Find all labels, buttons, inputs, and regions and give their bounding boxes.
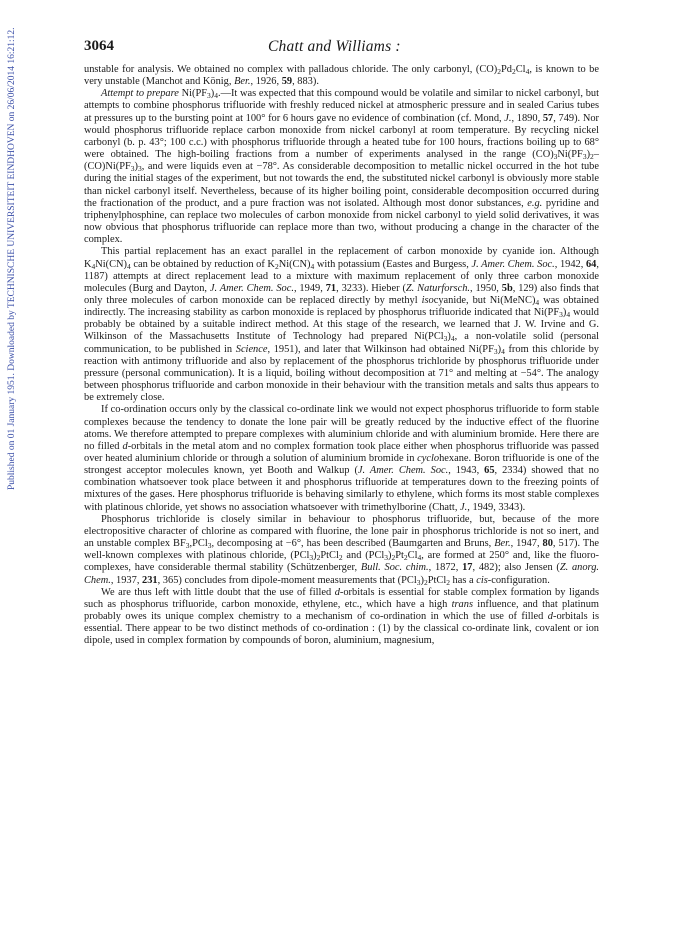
paragraph: Phosphorus trichloride is closely similar in behaviour to phosphorus trifluoride, but, because of the more electropositive character of chlorine as compared with fluorine, the lone pair in phosphorus trichloride is not so inert, and an unstable complex $BF_3,PCl_3$, decomposing at −6°, has been described (Baumgarten and Bruns, Ber., 1947, 80, 517). The well-known complexes with platinous chloride, $(PCl_3)_2PtCl_2$ and $(PCl_3)_2Pt_2Cl_4$, are formed at 250° and, like the fluoro-complexes, have considerable thermal stability (Schützenberger, Bull. Soc. chim., 1872, 17, 482); also Jensen (Z. anorg. Chem., 1937, 231, 365) concludes from dipole-moment measurements that $(PCl_3)_2PtCl_2$ has a cis-configuration. — [84, 513, 600, 587]
download-watermark: Published on 01 January 1951. Downloaded by TECHNISCHE UNIVERSITEIT EINDHOVEN on 26/06/2014 16:21:12. — [7, 28, 17, 491]
subscript: 2 — [446, 577, 450, 587]
emphasis: trans — [451, 598, 473, 610]
volume-number: 71 — [325, 282, 337, 294]
paragraph: We are thus left with little doubt that the use of filled d-orbitals is essential for stable complex formation by ligands such as phosphorus trifluoride, carbon monoxide, ethylene, etc., which have a high trans influence, and that platinum probably owes its unique complex chemistry to a mechanism of co-ordination in which the use of filled d-orbitals is essential. There appear to be two distinct methods of co-ordination : (1) by the classical co-ordinate link, covalent or ion dipole, used in complex formation by compounds of boron, aluminium, magnesium, — [84, 586, 599, 647]
emphasis: Bull. Soc. chim. — [360, 562, 429, 574]
subscript: 2 — [403, 553, 408, 563]
subscript: 4 — [450, 334, 455, 344]
subscript: 2 — [497, 67, 501, 76]
paragraph: Attempt to prepare $Ni(PF_3)_4.—It$ was expected that this compound would be volatile and similar to nickel carbonyl, but attempts to combine phosphorus trifluoride with freshly reduced nickel at atmospheric pressure and in sealed Carius tubes at pressures up to the bursting point at 100° for 6 hours gave no evidence of combination (cf. Mond, J., 1890, 57, 749). Nor would phosphorus trifluoride replace carbon monoxide from nickel carbonyl at room temperature. By recycling nickel carbonyl (b. p. 43°; 100 c.c.) with phosphorus trifluoride through a heated tube for 100 hours, fractions boiling up to 68° were obtained. The high-boiling fractions from a number of experiments analysed in the range $(CO)_3Ni(PF_3)_2-(CO)Ni(PF_3)_3$, and were liquids even at −78°. As considerable decomposition to metallic nickel occurred in the hot tube during the initial stages of the experiment, but not towards the end, the substituted nickel carbonyl is obviously more stable than nickel carbonyl itself. Nevertheless, because of its higher boiling point, considerable decomposition occurred during the fractionation of the product, and a pure fraction was not isolated. Although most donor substances, e.g. pyridine and triphenylphosphine, can replace two molecules of carbon monoxide from nickel carbonyl to yield solid derivatives, it was now obvious that phosphorus trifluoride can replace more than two, without producing a change in the character of the complex. — [84, 88, 600, 246]
subscript: 2 — [391, 553, 396, 563]
subscript: 4 — [214, 91, 218, 101]
volume-number: 57 — [542, 112, 554, 124]
paragraph: This partial replacement has an exact parallel in the replacement of carbon monoxide by cyanide ion. Although $K_4Ni(CN)_4$ can be obtained by reduction of $K_2Ni(CN)_4$ with potassium (Eastes and Burgess, J. Amer. Chem. Soc., 1942, 64, 1187) attempts at direct replacement lead to a mixture with maximum replacement of only three carbon monoxide molecules (Burg and Dayton, J. Amer. Chem. Soc., 1949, 71, 3233). Hieber (Z. Naturforsch., 1950, 5b, 129) also finds that only three molecules of carbon monoxide can be replaced directly by methyl isocyanide, but $Ni(MeNC)_4$ was obtained indirectly. The increasing stability as carbon monoxide is replaced by phosphorus trifluoride indicated that $Ni(PF_3)_4$ would probably be obtained by a suitable indirect method. At this stage of the research, we learned that J. W. Irvine and G. Wilkinson of the Massachusetts Institute of Technology had prepared $Ni(PCl_3)_4$, a non-volatile solid (personal communication, to be published in Science, 1951), and later that Wilkinson had obtained $Ni(PF_3)_4$ from this chloride by reaction with antimony trifluoride and also by replacement of the phosphorus trichloride by phosphorus trifluoride under pressure (personal communication). It is a liquid, boiling without decomposition at 71° and melting at −54°. The analogy between phosphorus trifluoride and carbon monoxide in their behaviour with the transition metals and salts thus appears to be extremely close. — [84, 246, 600, 404]
page-header — [84, 38, 598, 56]
subscript: 3 — [384, 553, 389, 563]
page-number: 3064 — [84, 38, 114, 54]
subscript: 3 — [185, 541, 190, 551]
subscript: 4 — [525, 67, 530, 76]
subscript: 3 — [207, 91, 211, 101]
running-head: Chatt and Williams : — [268, 38, 401, 55]
volume-number: 231 — [142, 574, 158, 586]
emphasis: J. Amer. Chem. Soc. — [357, 465, 449, 477]
emphasis: Z. anorg. Chem. — [84, 562, 600, 586]
subscript: 3 — [416, 577, 421, 587]
volume-number: 65 — [484, 465, 495, 477]
subscript: 2 — [338, 553, 343, 563]
subscript: 4 — [417, 553, 422, 563]
emphasis: cyclo — [417, 453, 440, 464]
subscript: 4 — [91, 261, 96, 271]
subscript: 3 — [309, 553, 314, 563]
subscript: 2 — [274, 261, 279, 271]
emphasis: cis — [476, 574, 488, 586]
emphasis: J. Amer. Chem. Soc. — [209, 282, 294, 294]
subscript: 3 — [137, 164, 142, 174]
subscript: 3 — [559, 310, 563, 320]
subscript: 2 — [511, 67, 516, 76]
subscript: 3 — [553, 152, 558, 162]
subscript: 3 — [493, 346, 498, 356]
emphasis: d — [547, 611, 553, 623]
emphasis: Ber. — [234, 76, 251, 88]
volume-number: 64 — [585, 258, 597, 270]
emphasis: Z. Naturforsch. — [405, 282, 470, 294]
emphasis: Science — [235, 343, 268, 355]
emphasis: J. — [460, 501, 468, 513]
paragraph: unstable for analysis. We obtained no complex with palladous chloride. The only carbonyl, $(CO)_2Pd_2Cl_4$, is known to be very unstable (Manchot and König, Ber., 1926, 59, 883). — [84, 64, 599, 88]
emphasis: Attempt to prepare — [101, 88, 179, 100]
emphasis: Ber. — [494, 538, 511, 550]
emphasis: J. — [504, 112, 512, 124]
subscript: 4 — [310, 261, 315, 271]
emphasis: d — [334, 586, 340, 598]
subscript: 3 — [130, 164, 135, 174]
subscript: 2 — [423, 577, 428, 587]
volume-number: 5b — [501, 282, 513, 294]
subscript: 4 — [535, 297, 540, 307]
emphasis: e.g. — [527, 197, 543, 209]
paragraph: If co-ordination occurs only by the classical co-ordinate link we would not expect phosphorus trifluoride to form stable complexes because the tendency to donate the lone pair will be greatly reduced by the inductive effect of the fluorine atoms. We therefore attempted to prepare complexes with aluminium chloride and with aluminium bromide. Here there are no filled d-orbitals in the metal atom and no complex formation took place either when phosphorus trifluoride was passed over heated aluminium chloride or through a solution of aluminium bromide in cyclohexane. Boron trifluoride is one of the strongest acceptor molecules known, yet Booth and Walkup (J. Amer. Chem. Soc., 1943, 65, 2334) showed that no combination whatsoever took place between it and phosphorus trifluoride at temperatures down to the freezing points of mixtures of the gases. Here phosphorus trifluoride is behaving similarly to ethylene, which forms its most stable complexes with platinous chloride, yet shows no association whatsoever with trimethylborine (Chatt, J., 1949, 3343). — [84, 404, 600, 513]
subscript: 3 — [207, 541, 212, 551]
subscript: 4 — [566, 310, 571, 320]
subscript: 4 — [127, 261, 131, 271]
subscript: 3 — [443, 334, 448, 344]
emphasis: iso — [421, 294, 434, 306]
subscript: 3 — [582, 152, 587, 162]
subscript: 4 — [501, 346, 505, 356]
article-body — [84, 64, 599, 648]
emphasis: J. Amer. Chem. Soc. — [471, 258, 555, 270]
volume-number: 59 — [281, 76, 293, 88]
volume-number: 17 — [462, 562, 473, 574]
subscript: 2 — [590, 152, 594, 162]
emphasis: d — [122, 440, 128, 452]
volume-number: 80 — [542, 538, 553, 550]
subscript: 2 — [316, 553, 321, 563]
